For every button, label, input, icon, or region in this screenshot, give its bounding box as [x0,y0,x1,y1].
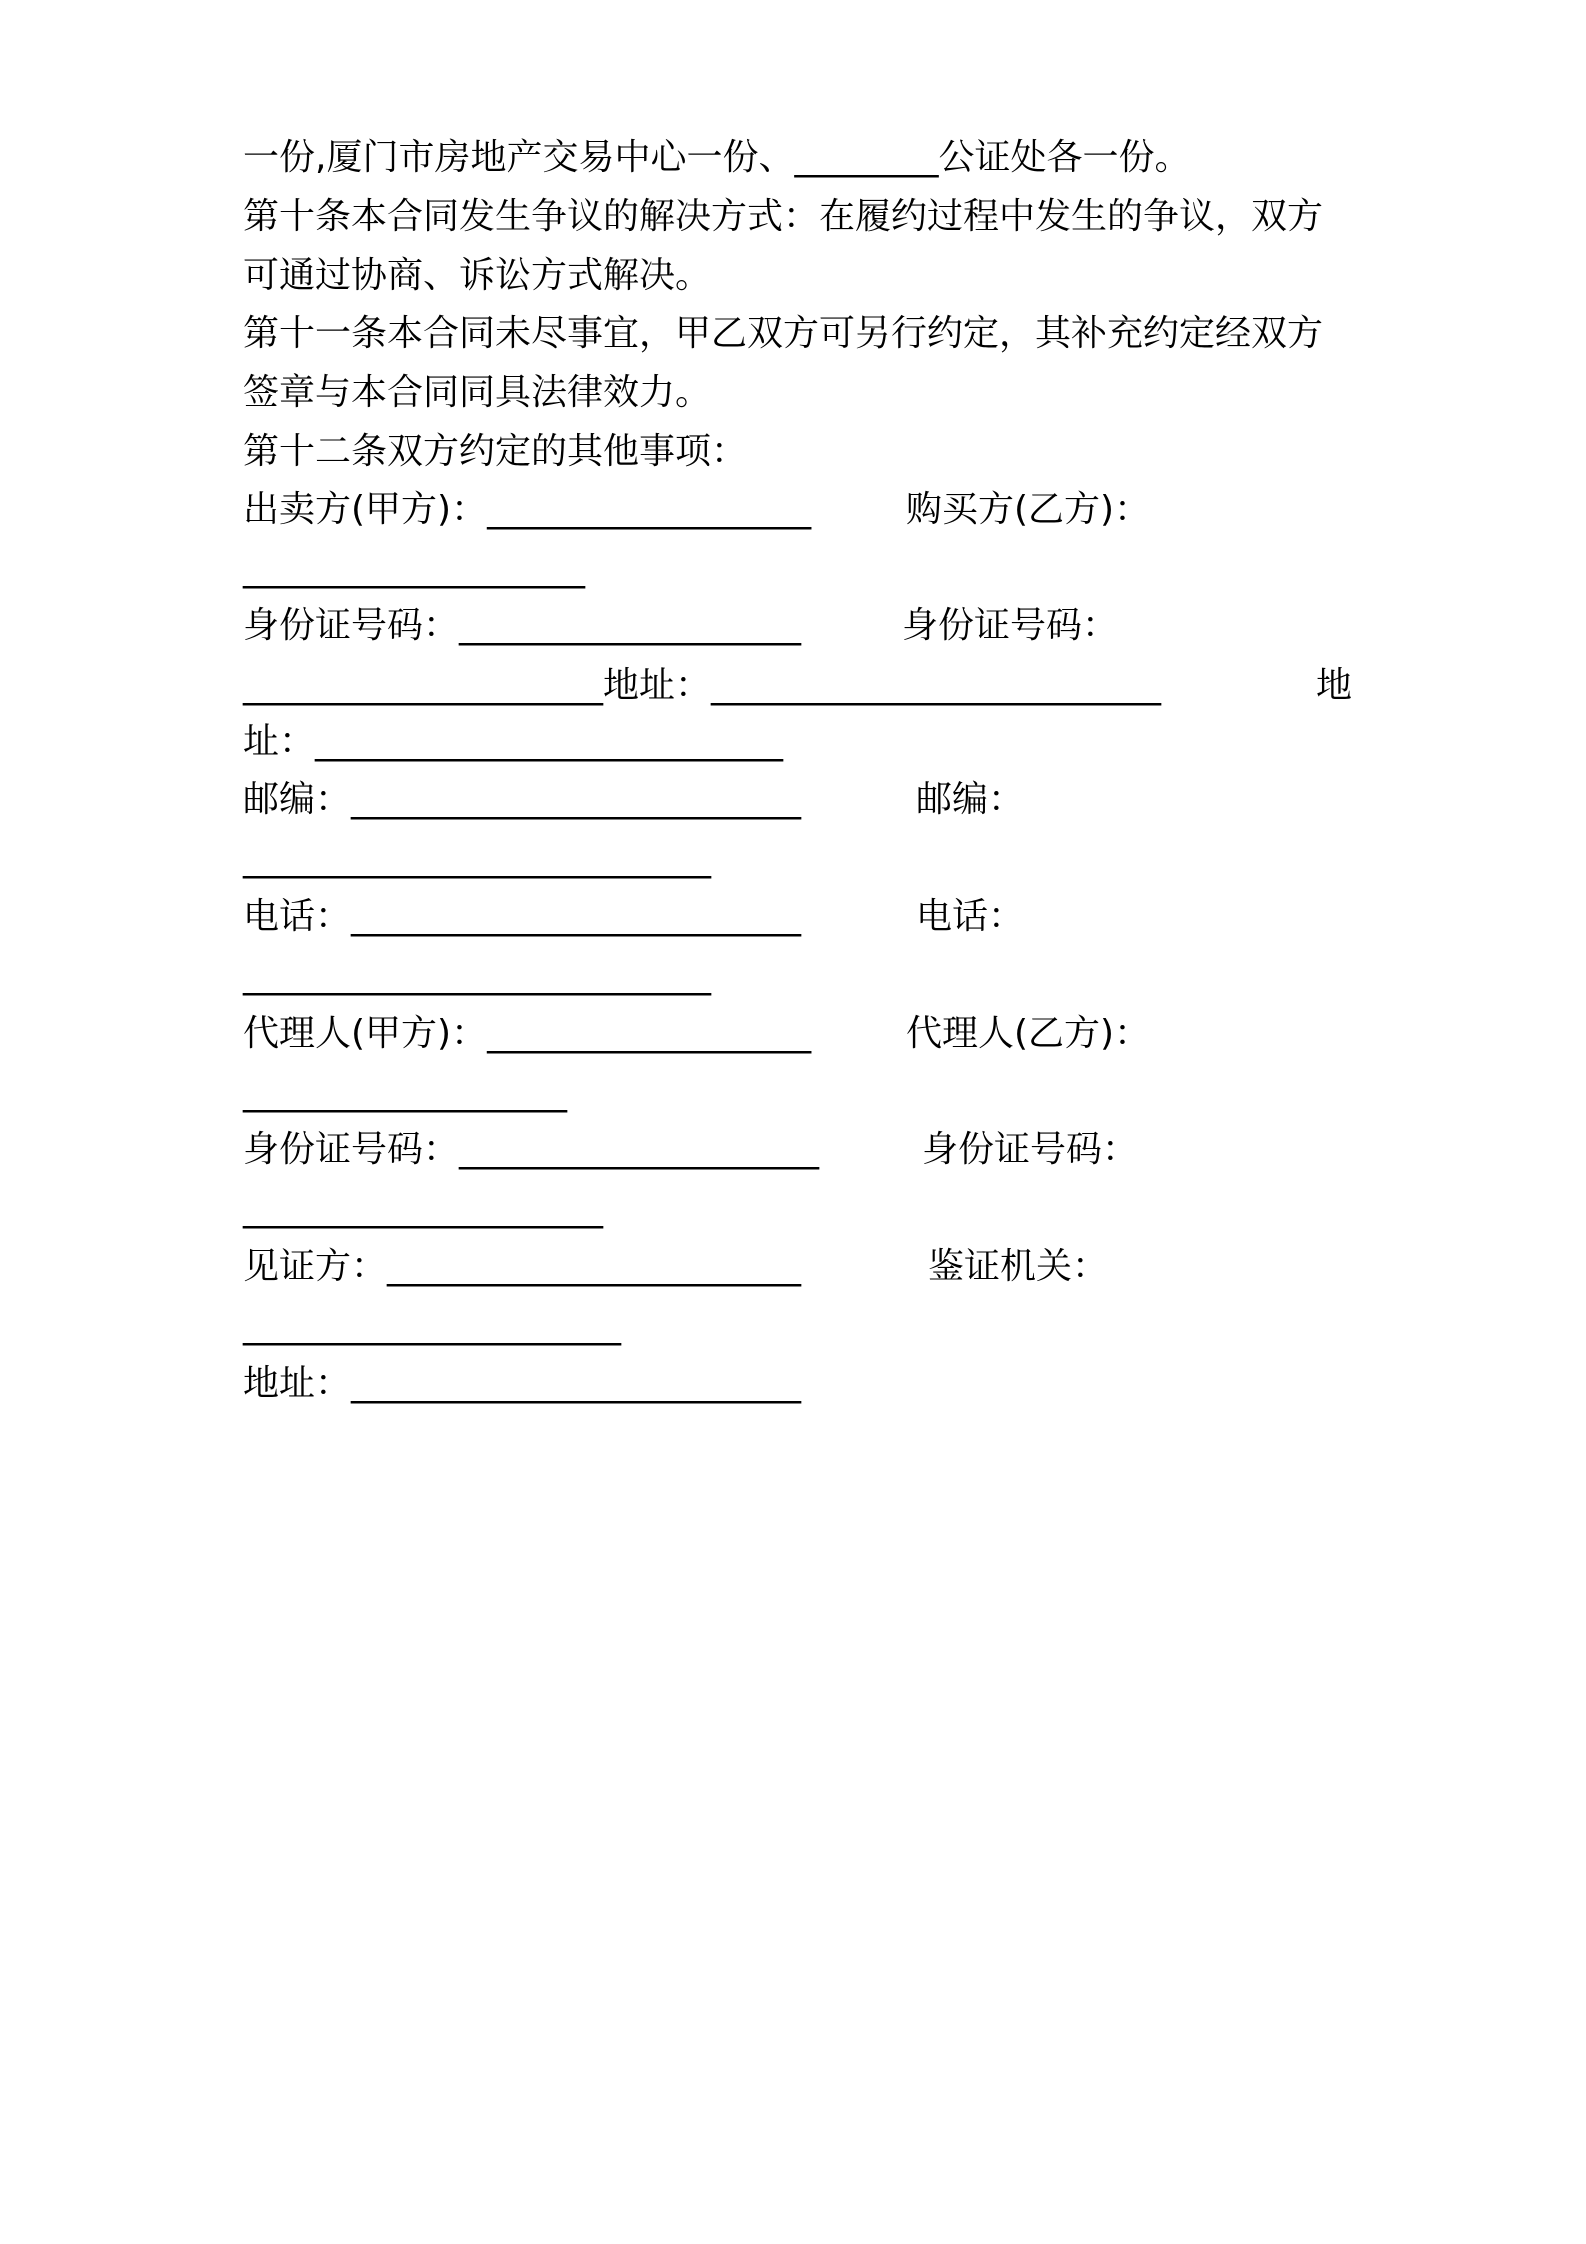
address-char-di: 地 [1316,665,1353,706]
phone-seller: 电话：_________________________ [243,896,802,937]
buyer-label: 购买方(乙方)： [906,489,1151,530]
agent-buyer-label: 代理人(乙方)： [906,1013,1151,1054]
id-number-buyer-label: 身份证号码： [902,605,1119,646]
paragraph-line-copies: 一份,厦门市房地产交易中心一份、________公证处各一份。 [243,137,1191,178]
agent-seller: 代理人(甲方)：__________________ [243,1013,812,1054]
address-buyer: 址：__________________________ [243,721,783,762]
paragraph-line-article-11-cont: 签章与本合同同具法律效力。 [243,372,712,413]
id-number-seller: 身份证号码：___________________ [243,605,802,646]
paragraph-line-article-10-cont: 可通过协商、诉讼方式解决。 [243,255,712,296]
postcode-seller: 邮编：_________________________ [243,779,802,820]
paragraph-line-article-12: 第十二条双方约定的其他事项： [243,431,748,472]
phone-buyer-label: 电话： [916,896,1025,937]
paragraph-line-article-11: 第十一条本合同未尽事宜，甲乙双方可另行约定，其补充约定经双方 [243,313,1324,354]
agent-id-buyer-label: 身份证号码： [922,1129,1139,1170]
postcode-buyer-blank: __________________________ [243,838,711,879]
agent-id-seller: 身份证号码：____________________ [243,1129,820,1170]
witness-field: 见证方：_______________________ [243,1246,802,1287]
id-buyer-blank-and-address: ____________________地址：_________________________ [243,665,1162,706]
authority-label: 鉴证机关： [928,1246,1109,1287]
seller-field: 出卖方(甲方)：__________________ [243,489,812,530]
paragraph-line-article-10: 第十条本合同发生争议的解决方式：在履约过程中发生的争议，双方 [243,196,1324,237]
authority-blank: _____________________ [243,1305,621,1346]
postcode-buyer-label: 邮编： [916,779,1025,820]
buyer-blank: ___________________ [243,548,585,589]
agent-buyer-blank: __________________ [243,1072,567,1113]
agent-id-buyer-blank: ____________________ [243,1188,603,1229]
address-last: 地址：_________________________ [243,1363,802,1404]
phone-buyer-blank: __________________________ [243,955,711,996]
